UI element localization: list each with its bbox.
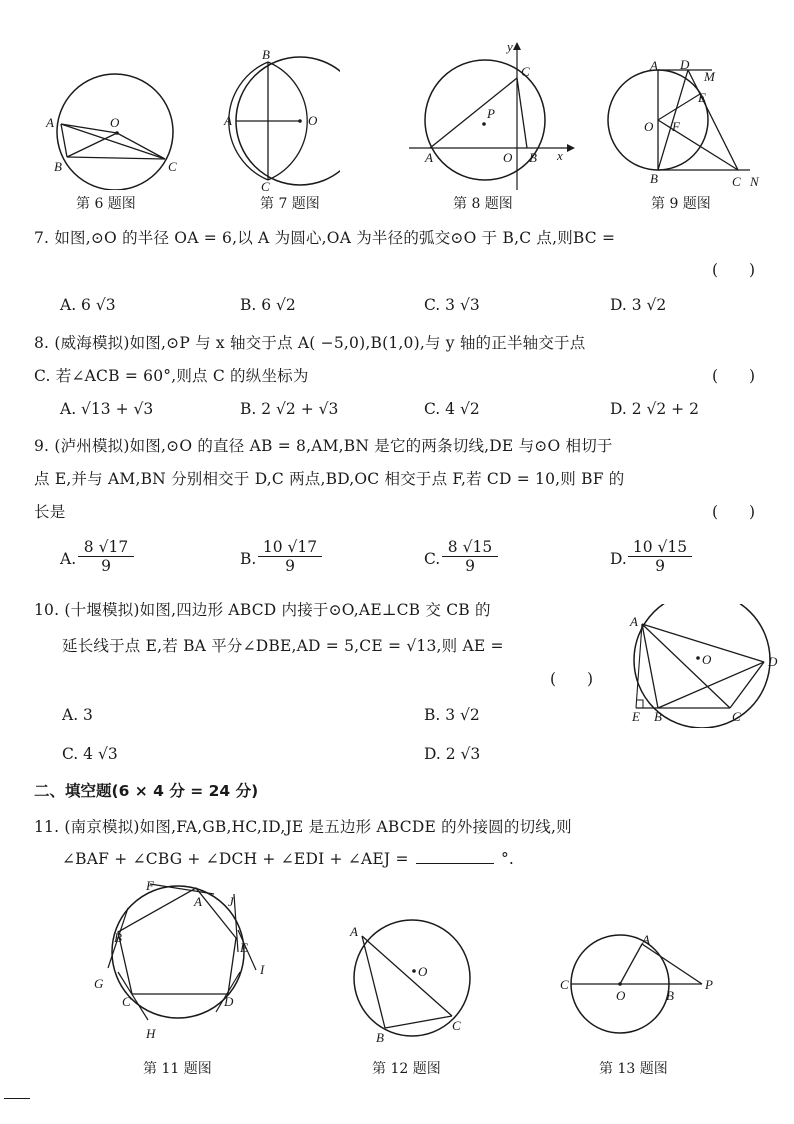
q8-text-line2: C. 若∠ACB = 60°,则点 C 的纵坐标为 (34, 367, 309, 385)
label-F: F (672, 119, 680, 134)
label-F: F (146, 878, 154, 893)
label-C: C (732, 709, 741, 724)
label-D: D (680, 60, 690, 72)
fraction-numerator: 8 √17 (78, 538, 134, 557)
caption-fig-13: 第 13 题图 (599, 1061, 668, 1077)
label-A: A (46, 115, 54, 130)
q11-text-line1: 11. (南京模拟)如图,FA,GB,HC,ID,JE 是五边形 ABCDE 的外接圆的切线,则 (34, 818, 572, 836)
q8-text-line1: 8. (威海模拟)如图,⊙P 与 x 轴交于点 A( −5,0),B(1,0),与 y 轴的正半轴交于点 (34, 334, 586, 352)
label-A: A (630, 614, 638, 629)
figure-9 (600, 60, 775, 192)
label-C: C (122, 994, 131, 1009)
label-C: C (168, 159, 177, 174)
figure-11 (88, 872, 278, 1044)
q8-option-d: D. 2 √2 + 2 (610, 400, 699, 418)
caption-fig-9: 第 9 题图 (651, 196, 711, 212)
label-E: E (632, 709, 640, 724)
label-B: B (262, 47, 270, 62)
q9-text-line1: 9. (泸州模拟)如图,⊙O 的直径 AB = 8,AM,BN 是它的两条切线,DE 与⊙O 相切于 (34, 437, 613, 455)
label-I: I (260, 962, 265, 977)
figure-12 (340, 916, 490, 1046)
caption-fig-11: 第 11 题图 (143, 1061, 212, 1077)
label-A: A (650, 60, 658, 73)
label-y: y (507, 39, 513, 54)
label-O: O (503, 150, 513, 165)
label-C: C (521, 64, 530, 79)
label-x: x (557, 148, 563, 163)
q8-option-c: C. 4 √2 (424, 400, 480, 418)
q9-text-line3: 长是 (34, 503, 66, 521)
q7-option-c: C. 3 √3 (424, 296, 480, 314)
label-C: C (261, 179, 270, 192)
label-G: G (94, 976, 104, 991)
fraction-denominator: 9 (465, 557, 475, 575)
label-O: O (418, 964, 428, 979)
q11-answer-blank[interactable] (416, 849, 494, 864)
label-C: C (732, 174, 741, 189)
caption-fig-8: 第 8 题图 (453, 196, 513, 212)
label-O: O (616, 988, 626, 1003)
fraction-numerator: 10 √15 (628, 538, 692, 557)
fraction-denominator: 9 (655, 557, 665, 575)
label-B: B (666, 988, 674, 1003)
q11-expression: ∠BAF + ∠CBG + ∠DCH + ∠EDI + ∠AEJ = (62, 850, 409, 868)
label-E: E (240, 940, 248, 955)
q10-option-d: D. 2 √3 (424, 745, 481, 763)
option-letter: A. (60, 550, 77, 568)
fraction-denominator: 9 (101, 557, 111, 575)
q10-option-b: B. 3 √2 (424, 706, 480, 724)
q7-option-a: A. 6 √3 (60, 296, 116, 314)
figure-10 (622, 604, 787, 728)
q8-option-b: B. 2 √2 + √3 (240, 400, 339, 418)
q10-answer-paren: ( ) (550, 670, 594, 688)
q10-text-line1: 10. (十堰模拟)如图,四边形 ABCD 内接于⊙O,AE⊥CB 交 CB 的 (34, 601, 491, 619)
figure-6 (30, 60, 200, 190)
figure-7 (220, 46, 340, 192)
label-B: B (529, 150, 537, 165)
figure-13 (556, 930, 726, 1040)
q7-option-b: B. 6 √2 (240, 296, 296, 314)
label-A: A (425, 150, 433, 165)
label-O: O (110, 115, 120, 130)
label-C: C (560, 977, 569, 992)
label-B: B (54, 159, 62, 174)
label-A: A (642, 932, 650, 947)
q8-answer-paren: ( ) (712, 367, 756, 385)
label-A: A (194, 894, 202, 909)
label-B: B (114, 930, 122, 945)
option-letter: C. (424, 550, 441, 568)
label-O: O (702, 652, 712, 667)
q9-answer-paren: ( ) (712, 503, 756, 521)
q9-text-line2: 点 E,并与 AM,BN 分别相交于 D,C 两点,BD,OC 相交于点 F,若 CD = 10,则 BF 的 (34, 470, 625, 488)
q7-option-d: D. 3 √2 (610, 296, 667, 314)
label-C: C (452, 1018, 461, 1033)
q8-option-a: A. √13 + √3 (60, 400, 154, 418)
caption-fig-12: 第 12 题图 (372, 1061, 441, 1077)
option-letter: D. (610, 550, 627, 568)
q7-text: 7. 如图,⊙O 的半径 OA = 6,以 A 为圆心,OA 为半径的弧交⊙O 于 B,C 点,则BC = (34, 229, 616, 247)
label-D: D (768, 654, 778, 669)
label-N: N (750, 174, 759, 189)
q10-option-c: C. 4 √3 (62, 745, 118, 763)
label-B: B (650, 171, 658, 186)
label-O: O (644, 119, 654, 134)
option-letter: B. (240, 550, 257, 568)
label-H: H (146, 1026, 156, 1041)
label-P: P (705, 977, 713, 992)
label-E: E (698, 90, 706, 105)
q11-text-line2 (62, 849, 514, 868)
label-B: B (376, 1030, 384, 1045)
q11-degree-suffix: °. (500, 850, 515, 868)
label-M: M (704, 69, 715, 84)
label-P: P (487, 106, 495, 121)
label-B: B (654, 709, 662, 724)
figure-8 (405, 38, 575, 192)
fraction-numerator: 8 √15 (442, 538, 498, 557)
caption-fig-7: 第 7 题图 (260, 196, 320, 212)
label-O: O (308, 113, 318, 128)
section-heading-fill-in: 二、填空题(6 × 4 分 = 24 分) (34, 782, 259, 800)
fraction-denominator: 9 (285, 557, 295, 575)
label-A: A (350, 924, 358, 939)
q7-answer-paren: ( ) (712, 261, 756, 279)
q10-option-a: A. 3 (62, 706, 93, 724)
label-A: A (224, 113, 232, 128)
label-J: J (228, 894, 234, 909)
page-footer-dash (4, 1098, 30, 1099)
caption-fig-6: 第 6 题图 (76, 196, 136, 212)
label-D: D (224, 994, 234, 1009)
fraction-numerator: 10 √17 (258, 538, 322, 557)
q10-text-line2: 延长线于点 E,若 BA 平分∠DBE,AD = 5,CE = √13,则 AE = (62, 637, 504, 655)
